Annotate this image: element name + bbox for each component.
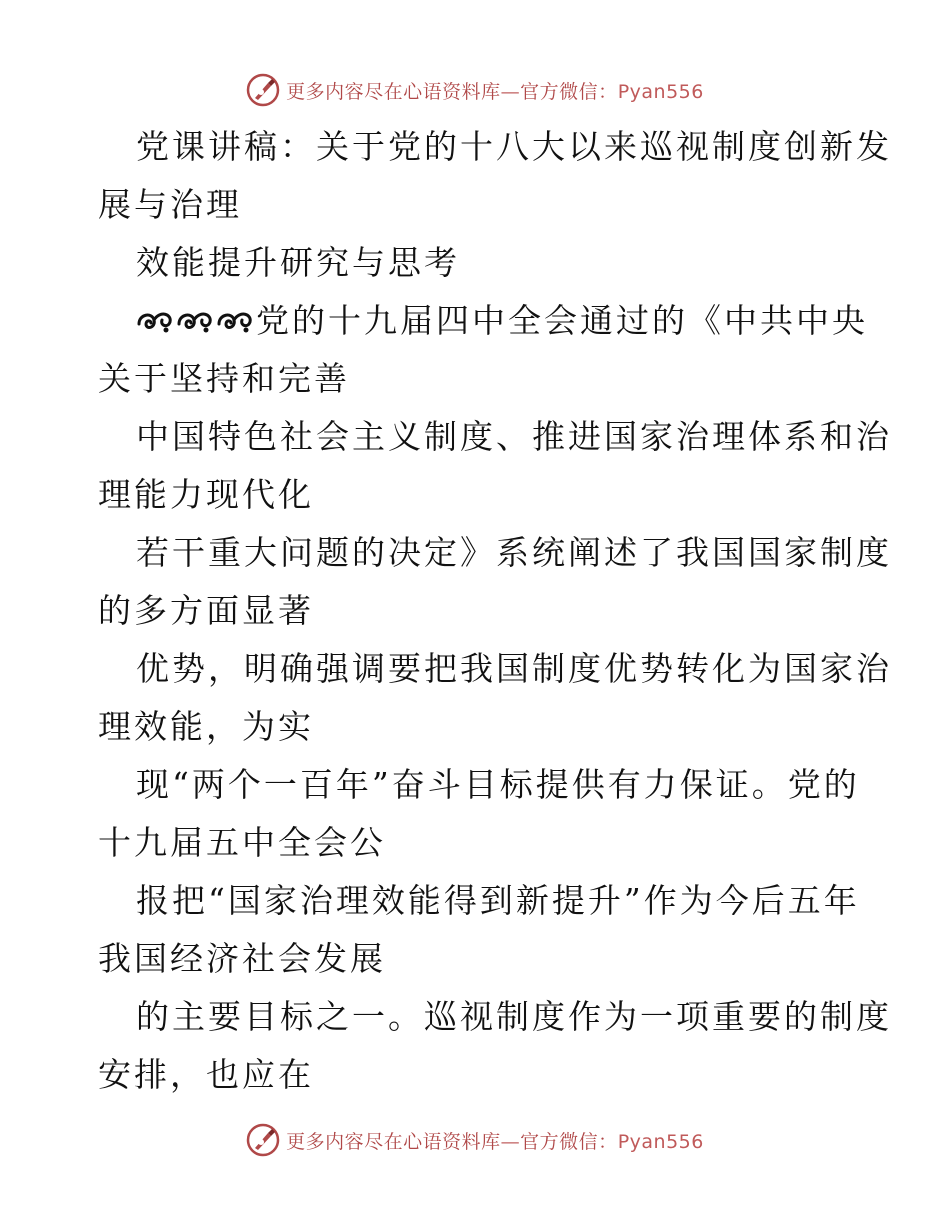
text-line xyxy=(98,408,892,466)
banner-text xyxy=(286,1127,704,1154)
pen-logo-icon xyxy=(246,1123,280,1157)
text-line-content: 若干重大问题的决定》系统阐述了我国国家制度 xyxy=(136,533,892,572)
text-line xyxy=(98,930,868,988)
text-line-content: 优势，明确强调要把我国制度优势转化为国家治 xyxy=(136,649,892,688)
floral-ornament-icon xyxy=(136,296,174,354)
text-line xyxy=(98,1046,868,1104)
text-line xyxy=(98,698,868,756)
text-line-content: 的多方面显著 xyxy=(98,591,314,630)
text-line-content: 中国特色社会主义制度、推进国家治理体系和治 xyxy=(136,417,892,456)
text-line xyxy=(98,524,892,582)
banner-content xyxy=(246,1123,704,1157)
text-line xyxy=(98,118,892,176)
text-line xyxy=(98,988,892,1046)
text-line xyxy=(98,582,868,640)
ornament-group xyxy=(136,296,254,354)
banner-wechat-handle: Pyan556 xyxy=(617,80,704,103)
header-banner xyxy=(0,70,950,110)
text-line-content: 十九届五中全会公 xyxy=(98,823,386,862)
text-line xyxy=(98,640,892,698)
text-line-content: 现“两个一百年”奋斗目标提供有力保证。党的 xyxy=(136,765,860,804)
document-body xyxy=(98,118,892,1104)
text-line-content: 理能力现代化 xyxy=(98,475,314,514)
banner-wechat-handle: Pyan556 xyxy=(617,1130,704,1153)
text-line xyxy=(98,814,868,872)
banner-content xyxy=(246,73,704,107)
footer-banner xyxy=(0,1120,950,1160)
floral-ornament-icon xyxy=(176,296,214,354)
banner-separator: — xyxy=(500,1130,521,1153)
text-line-content: 党课讲稿：关于党的十八大以来巡视制度创新发 xyxy=(136,127,892,166)
text-line-content: 的主要目标之一。巡视制度作为一项重要的制度 xyxy=(136,997,892,1036)
text-line-content: 党的十九届四中全会通过的《中共中央 xyxy=(256,301,868,340)
banner-text xyxy=(286,77,704,104)
banner-site-name: 更多内容尽在心语资料库 xyxy=(286,1130,501,1153)
text-line-content: 安排，也应在 xyxy=(98,1055,314,1094)
text-line-content: 关于坚持和完善 xyxy=(98,359,350,398)
text-line xyxy=(98,176,868,234)
text-line xyxy=(98,234,868,292)
banner-separator: — xyxy=(500,80,521,103)
text-line xyxy=(98,756,868,814)
text-line xyxy=(98,872,868,930)
banner-site-name: 更多内容尽在心语资料库 xyxy=(286,80,501,103)
text-line-content: 我国经济社会发展 xyxy=(98,939,386,978)
pen-logo-icon xyxy=(246,73,280,107)
floral-ornament-icon xyxy=(216,296,254,354)
banner-official-label: 官方微信： xyxy=(520,80,618,103)
text-line xyxy=(98,466,868,524)
text-line-content: 展与治理 xyxy=(98,185,242,224)
text-line xyxy=(98,292,868,350)
text-line xyxy=(98,350,868,408)
banner-official-label: 官方微信： xyxy=(520,1130,618,1153)
text-line-content: 效能提升研究与思考 xyxy=(136,243,460,282)
text-line-content: 报把“国家治理效能得到新提升”作为今后五年 xyxy=(136,881,860,920)
text-line-content: 理效能，为实 xyxy=(98,707,314,746)
